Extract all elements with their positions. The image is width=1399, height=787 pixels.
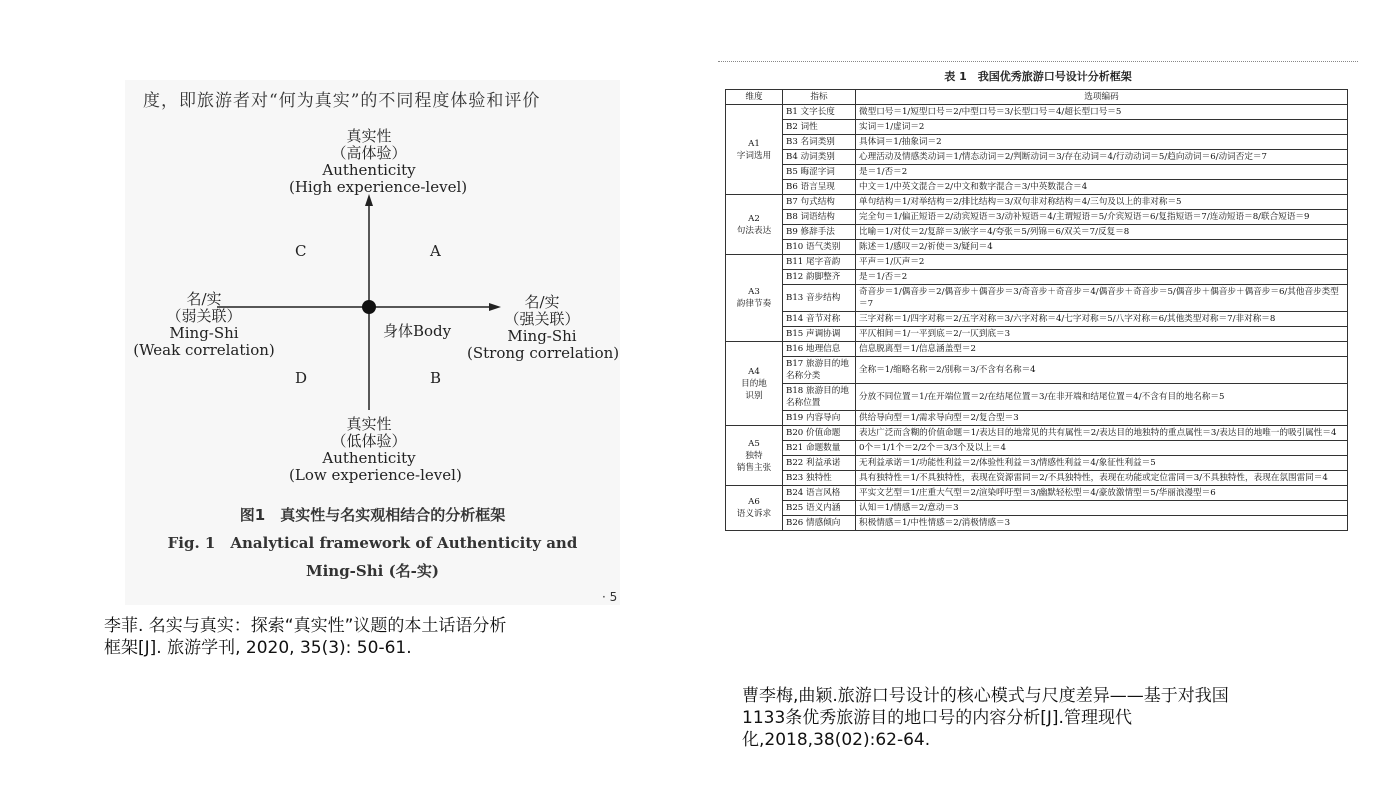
indicator-cell: B7 句式结构 [783, 195, 856, 210]
code-cell: 是＝1/否＝2 [856, 165, 1348, 180]
header-code: 选项编码 [856, 90, 1348, 105]
dimension-text: 识别 [745, 390, 763, 401]
code-cell: 比喻＝1/对仗＝2/复辞＝3/嵌字＝4/夸张＝5/列锦＝6/双关＝7/反复＝8 [856, 225, 1348, 240]
authenticity-figure [125, 80, 620, 605]
table-row [726, 312, 1348, 327]
figure-caption-en-line2: Ming-Shi (名-实) [305, 562, 439, 580]
dimension-text: 独特 [745, 450, 763, 461]
indicator-cell: B6 语言呈现 [783, 180, 856, 195]
dimension-cell [726, 342, 783, 426]
indicator-cell: B22 利益承诺 [783, 456, 856, 471]
code-cell: 供给导向型＝1/需求导向型＝2/复合型＝3 [856, 411, 1348, 426]
table-row [726, 195, 1348, 210]
table-row [726, 105, 1348, 120]
table-row [726, 456, 1348, 471]
header-dimension: 维度 [726, 90, 783, 105]
indicator-cell: B26 情感倾向 [783, 516, 856, 531]
indicator-cell: B8 词语结构 [783, 210, 856, 225]
table-row [726, 501, 1348, 516]
origin-dot [362, 300, 376, 314]
table-row [726, 516, 1348, 531]
dimension-text: A3 [748, 287, 760, 297]
code-cell: 完全句＝1/偏正短语＝2/动宾短语＝3/动补短语＝4/主谓短语＝5/介宾短语＝6/复指短语＝7/连动短语＝8/联合短语＝9 [856, 210, 1348, 225]
table-row [726, 426, 1348, 441]
table-row [726, 384, 1348, 411]
code-cell: 微型口号＝1/短型口号＝2/中型口号＝3/长型口号＝4/超长型口号＝5 [856, 105, 1348, 120]
indicator-cell: B17 旅游目的地名称分类 [783, 357, 856, 384]
table-row [726, 225, 1348, 240]
indicator-cell: B5 晦涩字词 [783, 165, 856, 180]
code-cell: 中文＝1/中英文混合＝2/中文和数字混合＝3/中英数混合＝4 [856, 180, 1348, 195]
dimension-text: 语义诉求 [736, 509, 772, 519]
indicator-cell: B21 命题数量 [783, 441, 856, 456]
code-cell: 心理活动及情感类动词＝1/情态动词＝2/判断动词＝3/存在动词＝4/行动动词＝5/趋向动词＝6/动词否定＝7 [856, 150, 1348, 165]
center-body-label: 身体Body [383, 322, 452, 340]
dimension-text: 目的地 [741, 378, 767, 389]
code-cell: 平实文艺型＝1/庄重大气型＝2/渲染呼吁型＝3/幽默轻松型＝4/豪放激情型＝5/华丽浪漫型＝6 [856, 486, 1348, 501]
dimension-text: A5 [748, 438, 760, 449]
dimension-text: 字词选用 [736, 150, 772, 161]
table-row [726, 411, 1348, 426]
bottom-axis-label: 真实性 （低体验） Authenticity (Low experience-level) [289, 415, 462, 484]
top-axis-label: 真实性 （高体验） Authenticity (High experience-level) [289, 127, 468, 196]
table-row [726, 471, 1348, 486]
table-row [726, 210, 1348, 225]
indicator-cell: B4 动词类别 [783, 150, 856, 165]
figure-caption-cn: 图1 真实性与名实观相结合的分析框架 [239, 506, 506, 524]
code-cell: 无利益承诺＝1/功能性利益＝2/体验性利益＝3/情感性利益＝4/象征性利益＝5 [856, 456, 1348, 471]
dimension-cell [726, 426, 783, 486]
dimension-cell [726, 255, 783, 342]
dimension-cell [726, 195, 783, 255]
left-citation: 李菲. 名实与真实：探索“真实性”议题的本土话语分析 框架[J]. 旅游学刊, 2020, 35(3): 50-61. [104, 616, 507, 658]
indicator-cell: B10 语气类别 [783, 240, 856, 255]
code-cell: 具体词＝1/抽象词＝2 [856, 135, 1348, 150]
dimension-text: 句法表达 [736, 225, 772, 236]
code-cell: 平仄相间＝1/一平到底＝2/一仄到底＝3 [856, 327, 1348, 342]
table-header-row [726, 90, 1348, 105]
dimension-text: A1 [748, 138, 760, 149]
code-cell: 表达广泛而含糊的价值命题＝1/表达目的地常见的共有属性＝2/表达目的地独特的重点属性＝3/表达目的地唯一的吸引属性＝4 [856, 426, 1348, 441]
indicator-cell: B15 声调协调 [783, 327, 856, 342]
dimension-text: A6 [748, 497, 760, 507]
indicator-cell: B18 旅游目的地名称位置 [783, 384, 856, 411]
indicator-cell: B3 名词类别 [783, 135, 856, 150]
indicator-cell: B13 音步结构 [783, 285, 856, 312]
quadrant-d: D [295, 369, 308, 387]
dimension-text: 销售主张 [736, 462, 772, 473]
table-row [726, 240, 1348, 255]
table-title: 表 1 我国优秀旅游口号设计分析框架 [944, 70, 1132, 83]
dimension-text: A4 [748, 366, 760, 377]
table-row [726, 357, 1348, 384]
quadrant-b: B [430, 369, 442, 387]
table-row [726, 135, 1348, 150]
table-row [726, 165, 1348, 180]
table-row [726, 327, 1348, 342]
code-cell: 单句结构＝1/对举结构＝2/排比结构＝3/双句非对称结构＝4/三句及以上的非对称＝5 [856, 195, 1348, 210]
code-cell: 分放不同位置＝1/在开端位置＝2/在结尾位置＝3/在非开端和结尾位置＝4/不含有目的地名称＝5 [856, 384, 1348, 411]
indicator-cell: B24 语言风格 [783, 486, 856, 501]
code-cell: 平声＝1/仄声＝2 [856, 255, 1348, 270]
code-cell: 具有独特性＝1/不具独特性，表现在资源雷同＝2/不具独特性，表现在功能或定位雷同＝3/不具独特性，表现在氛围雷同＝4 [856, 471, 1348, 486]
code-cell: 认知＝1/情感＝2/意动＝3 [856, 501, 1348, 516]
indicator-cell: B12 韵脚整齐 [783, 270, 856, 285]
indicator-cell: B16 地理信息 [783, 342, 856, 357]
indicator-cell: B23 独特性 [783, 471, 856, 486]
table-row [726, 180, 1348, 195]
dimension-cell [726, 105, 783, 195]
table-row [726, 150, 1348, 165]
code-cell: 实词＝1/虚词＝2 [856, 120, 1348, 135]
indicator-cell: B1 文字长度 [783, 105, 856, 120]
quadrant-c: C [295, 242, 307, 260]
page-number-mark: · 5 [602, 590, 618, 604]
dimension-text: A2 [748, 213, 760, 224]
code-cell: 积极情感＝1/中性情感＝2/消极情感＝3 [856, 516, 1348, 531]
dimension-text: 韵律节奏 [736, 299, 772, 309]
indicator-cell: B20 价值命题 [783, 426, 856, 441]
right-citation: 曹李梅,曲颖.旅游口号设计的核心模式与尺度差异——基于对我国 1133条优秀旅游目的地口号的内容分析[J].管理现代 化,2018,38(02):62-64. [742, 686, 1229, 750]
header-indicator: 指标 [783, 90, 856, 105]
code-cell: 信息脱离型＝1/信息涵盖型＝2 [856, 342, 1348, 357]
table-row [726, 270, 1348, 285]
dotted-divider [718, 61, 1358, 62]
code-cell: 陈述＝1/感叹＝2/祈使＝3/疑问＝4 [856, 240, 1348, 255]
indicator-cell: B19 内容导向 [783, 411, 856, 426]
indicator-cell: B2 词性 [783, 120, 856, 135]
table-row [726, 441, 1348, 456]
table-row [726, 285, 1348, 312]
indicator-cell: B25 语义内涵 [783, 501, 856, 516]
figure-caption-en-line1: Fig. 1 Analytical framework of Authenticity and [167, 534, 578, 552]
code-cell: 三字对称＝1/四字对称＝2/五字对称＝3/六字对称＝4/七字对称＝5/八字对称＝6/其他类型对称＝7/非对称＝8 [856, 312, 1348, 327]
dimension-cell [726, 486, 783, 531]
table-row [726, 342, 1348, 357]
indicator-cell: B11 尾字音韵 [783, 255, 856, 270]
indicator-cell: B14 音节对称 [783, 312, 856, 327]
code-cell: 0个＝1/1个＝2/2个＝3/3个及以上＝4 [856, 441, 1348, 456]
table-row [726, 486, 1348, 501]
table-row [726, 120, 1348, 135]
left-axis-label: 名/实 （弱关联） Ming-Shi (Weak correlation) [133, 290, 275, 359]
table-row [726, 255, 1348, 270]
slogan-framework-table [725, 89, 1348, 531]
figure-top-text: 度，即旅游者对“何为真实”的不同程度体验和评价 [143, 91, 541, 111]
quadrant-a: A [430, 242, 441, 260]
right-axis-label: 名/实 （强关联） Ming-Shi (Strong correlation) [467, 293, 620, 362]
indicator-cell: B9 修辞手法 [783, 225, 856, 240]
code-cell: 是＝1/否＝2 [856, 270, 1348, 285]
code-cell: 全称＝1/缩略名称＝2/别称＝3/不含有名称＝4 [856, 357, 1348, 384]
code-cell: 奇音步＝1/偶音步＝2/偶音步＋偶音步＝3/奇音步＋奇音步＝4/偶音步＋奇音步＝5/偶音步＋偶音步＋偶音步＝6/其他音步类型＝7 [856, 285, 1348, 312]
